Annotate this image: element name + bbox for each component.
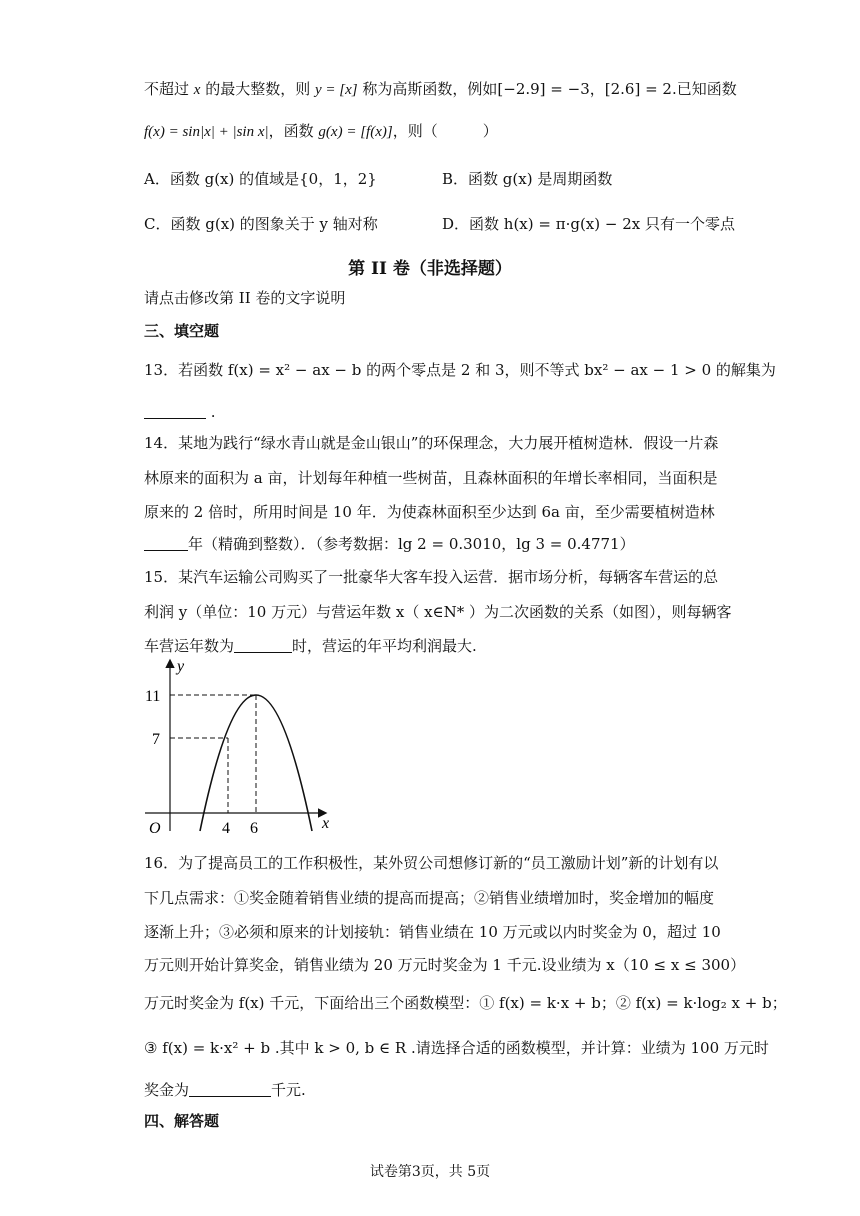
q14-line-1: 14．某地为践行“绿水青山就是金山银山”的环保理念，大力展开植树造林．假设一片森 [144, 434, 719, 452]
q16-line-5: 万元时奖金为 f(x) 千元，下面给出三个函数模型：① f(x) = k·x + b；② f(x) = k·log₂ x + b； [144, 994, 787, 1012]
q12-line-2: f(x) = sin|x| + |sin x|，函数 g(x) = [f(x)]，则（ ） [144, 122, 498, 140]
section-ii-note[interactable]: 请点击修改第 II 卷的文字说明 [144, 289, 346, 307]
option-b[interactable]: B．函数 g(x) 是周期函数 [442, 170, 613, 188]
q16-line-2: 下几点需求：①奖金随着销售业绩的提高而提高；②销售业绩增加时，奖金增加的幅度 [144, 889, 715, 907]
section-ii-title: 第 II 卷（非选择题） [348, 259, 512, 279]
x-axis-label: x [322, 815, 330, 832]
y-axis-label: y [177, 658, 185, 675]
option-c[interactable]: C．函数 g(x) 的图象关于 y 轴对称 [144, 215, 378, 233]
q14-line-2: 林原来的面积为 a 亩，计划每年种植一些树苗，且森林面积的年增长率相同，当面积是 [144, 469, 718, 487]
q16-line-1: 16．为了提高员工的工作积极性，某外贸公司想修订新的“员工激励计划”新的计划有以 [144, 854, 719, 872]
fill-in-heading: 三、填空题 [144, 322, 220, 340]
q14-answer-blank[interactable] [144, 536, 188, 551]
q13-answer-blank[interactable] [144, 404, 206, 419]
option-d[interactable]: D．函数 h(x) = π·g(x) − 2x 只有一个零点 [442, 215, 735, 233]
q16-line-4: 万元则开始计算奖金，销售业绩为 20 万元时奖金为 1 千元.设业绩为 x（10 ≤ x ≤ 300） [144, 956, 746, 974]
q15-line-3: 车营运年数为 时，营运的年平均利润最大. [144, 637, 477, 655]
origin-label: O [149, 820, 161, 836]
y-tick-7: 7 [152, 731, 160, 748]
q15-answer-blank[interactable] [234, 638, 292, 653]
q13-line-1: 13．若函数 f(x) = x² − ax − b 的两个零点是 2 和 3，则不等式 bx² − ax − 1 > 0 的解集为 [144, 361, 776, 379]
q16-line-7: 奖金为 千元. [144, 1081, 306, 1099]
q14-line-4: 年（精确到整数）．（参考数据：lg 2 = 0.3010，lg 3 = 0.4771） [144, 534, 635, 554]
q14-line-3: 原来的 2 倍时，所用时间是 10 年．为使森林面积至少达到 6a 亩，至少需要植树造林 [144, 503, 715, 521]
q15-line-2: 利润 y（单位：10 万元）与营运年数 x（ x∈N* ）为二次函数的关系（如图），则每辆客 [144, 603, 732, 621]
q12-line-1: 不超过 x 的最大整数，则 y = [x] 称为高斯函数，例如[−2.9] = −3，[2.6] = 2.已知函数 [144, 80, 737, 98]
q16-line-3: 逐渐上升；③必须和原来的计划接轨：销售业绩在 10 万元或以内时奖金为 0，超过 10 [144, 923, 721, 941]
q13-line-2: . [144, 402, 216, 422]
x-tick-4: 4 [222, 820, 230, 836]
q16-answer-blank[interactable] [189, 1082, 271, 1097]
y-tick-11: 11 [145, 688, 161, 705]
page-footer: 试卷第3页，共 5页 [369, 1164, 491, 1180]
q15-line-1: 15．某汽车运输公司购买了一批豪华大客车投入运营．据市场分析，每辆客车营运的总 [144, 568, 719, 586]
x-tick-6: 6 [250, 820, 258, 836]
profit-graph [140, 656, 340, 836]
answer-heading: 四、解答题 [144, 1112, 220, 1130]
q16-line-6: ③ f(x) = k·x² + b .其中 k > 0, b ∈ R .请选择合适的函数模型，并计算：业绩为 100 万元时 [144, 1039, 769, 1057]
option-a[interactable]: A．函数 g(x) 的值域是{0，1，2} [144, 170, 377, 188]
